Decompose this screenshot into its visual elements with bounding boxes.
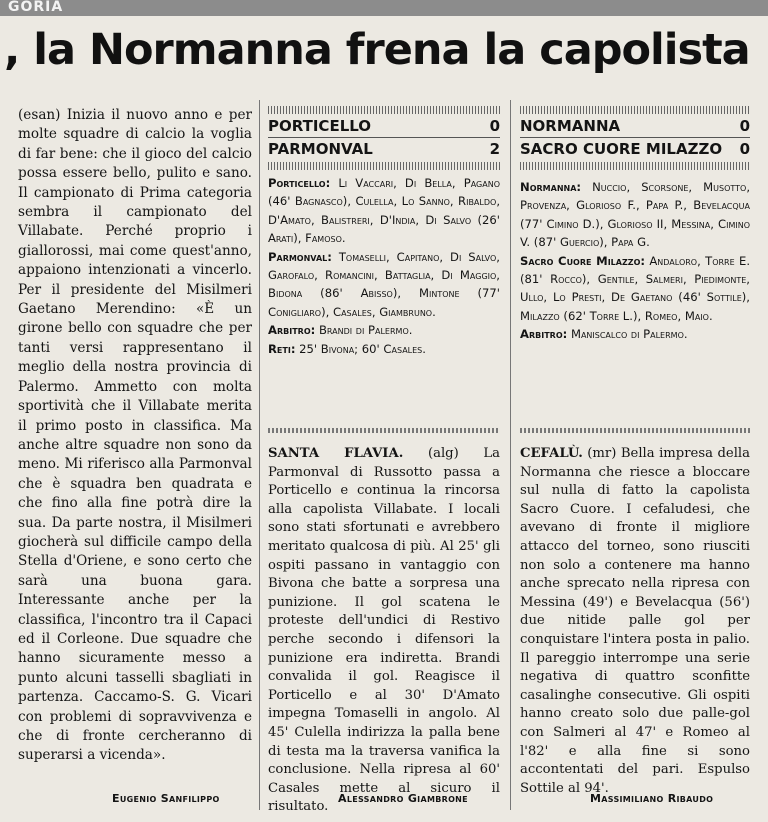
referee-label: Arbitro:	[520, 327, 568, 342]
away-lineup	[520, 252, 750, 326]
lineup-players: Tomaselli, Capitano, Di Salvo, Garofalo, Romancini, Battaglia, Di Maggio, Bidona (86' Abisso), Mintone (77' Conigliaro), Casales, Giambruno.	[268, 249, 500, 319]
team-goals: 0	[739, 117, 750, 135]
away-lineup	[268, 248, 500, 322]
section-label: GORIA	[8, 0, 64, 15]
referee-name: Brandi di Palermo.	[318, 323, 413, 338]
lineup-label: Sacro Cuore Milazzo:	[520, 253, 646, 268]
score-row-away	[268, 138, 500, 160]
home-lineup	[268, 174, 500, 248]
lineup-players: Li Vaccari, Di Bella, Pagano (46' Bagnasco), Culella, Lo Sanno, Ribaldo, D'Amato, Balistreri, D'India, Di Salvo (26' Arati), Famoso.	[268, 176, 500, 246]
referee-line	[520, 325, 750, 343]
team-name: PARMONVAL	[268, 140, 373, 158]
referee-label: Arbitro:	[268, 323, 316, 338]
lineup-label: Porticello:	[268, 176, 331, 190]
report-text: (alg) La Parmonval di Russotto passa a Porticello e continua la rincorsa alla capolista Villabate. I locali sono stati sfortunati e avrebbero meritato qualcosa di più. Al 25' gli ospiti passano in vantaggio con Bivona che batte a sorpresa una punizione. Il gol scatena le proteste dell'undici di Restivo perche secondo i difensori la punizione era indiretta. Brandi convalida il gol. Reagisce il Porticello e al 30' D'Amato impegna Tomaselli in angolo. Al 45' Culella indirizza la palla bene di testa ma la traversa vanifica la conclusione. Nella ripresa al 60' Casales mette al sicuro il risultato.	[268, 446, 500, 815]
article-text: (esan) Inizia il nuovo anno e per molte squadre di calcio la voglia di far bene: che il gioco del calcio possa essere bello, pulito e sano. Il campionato di Prima categoria sembra il campionato del Villabate. Perché proprio i giallorossi, mai come quest'anno, appaiono intenzionati a vincerlo. Per il presidente del Misilmeri Gaetano Merendino: «È un girone bello con squadre che per tanti versi rappresentano il meglio della nostra provincia di Palermo. Ammetto con molta sportività che il Villabate merita il primo posto in classifica. Ma anche altre squadre non sono da meno. Mi riferisco alla Parmonval che è squadra ben quadrata e che fino alla fine potrà dire la sua. Da parte nostra, il Misilmeri giocherà sul difficile campo della Stella d'Oriene, e sono certo che sarà una buona gara. Interessante anche per la classifica, l'incontro tra il Capaci ed il Corleone. Due squadre che hanno sicuramente messo a punto alcuni tasselli sbagliati in partenza. Caccamo-S. G. Vicari con problemi di sopravvivenza e che di fronte cercheranno di superarsi a vicenda».	[18, 107, 252, 764]
goals-line	[268, 340, 500, 358]
report-author: Massimiliano Ribaudo	[590, 792, 714, 805]
lineup-box	[268, 174, 500, 410]
dateline: CEFALÙ.	[520, 446, 583, 461]
lineup-players: Andaloro, Torre E. (81' Rocco), Gentile, Salmeri, Piedimonte, Ullo, Lo Presti, De Gaetano (46' Sottile), Milazzo (62' Torre L.), Romeo, Maio.	[520, 253, 751, 323]
headline-text: , la Normanna frena la capolista	[4, 25, 750, 75]
hatch-rule	[268, 162, 500, 170]
score-row-home	[520, 115, 750, 138]
referee-line	[268, 321, 500, 339]
lineup-box	[520, 178, 750, 408]
headline	[0, 20, 768, 80]
score-row-away	[520, 138, 750, 160]
section-band	[0, 0, 768, 16]
hatch-rule	[520, 106, 750, 114]
column-divider	[510, 100, 511, 810]
report-text: (mr) Bella impresa della Normanna che riesce a bloccare sul nulla di fatto la capolista Sacro Cuore. I cefaludesi, che avevano di fronte il migliore attacco del torneo, sono riusciti non solo a contenere ma hanno anche sprecato nella ripresa con Messina (49') e Bevelacqua (56') due nitide palle gol per conquistare l'intera posta in palio. Il pareggio interrompe una serie negativa di quattro sconfitte casalinghe consecutive. Gli ospiti hanno creato solo due palle-gol con Salmeri al 47' e Romeo al l'82' e alla fine si sono accontentati del pari. Espulso Sottile al 94'.	[520, 446, 750, 796]
hatch-rule	[520, 162, 750, 170]
goals-label: Reti:	[268, 341, 296, 356]
hatch-rule	[268, 106, 500, 114]
dotted-separator	[520, 428, 750, 433]
dotted-separator	[268, 428, 500, 433]
score-row-home	[268, 115, 500, 138]
match-report	[520, 445, 750, 796]
referee-name: Maniscalco di Palermo.	[570, 327, 688, 342]
team-goals: 0	[739, 140, 750, 158]
report-author: Alessandro Giambrone	[338, 792, 468, 805]
article-column	[18, 106, 252, 791]
team-goals: 0	[489, 117, 500, 135]
lineup-label: Normanna:	[520, 180, 582, 194]
home-lineup	[520, 178, 750, 252]
lineup-players: Nuccio, Scorsone, Musotto, Provenza, Glorioso F., Papa P., Bevelacqua (77' Cimino D.), Glorioso II, Messina, Cimino V. (87' Guercio), Papa G.	[520, 180, 750, 250]
team-name: NORMANNA	[520, 117, 621, 135]
lineup-label: Parmonval:	[268, 249, 332, 264]
dateline: SANTA FLAVIA.	[268, 446, 404, 461]
team-name: PORTICELLO	[268, 117, 372, 135]
column-divider	[259, 100, 260, 810]
article-author: Eugenio Sanfilippo	[112, 792, 220, 805]
team-name: SACRO CUORE MILAZZO	[520, 140, 723, 158]
team-goals: 2	[489, 140, 500, 158]
goals-text: 25' Bivona; 60' Casales.	[299, 341, 426, 356]
